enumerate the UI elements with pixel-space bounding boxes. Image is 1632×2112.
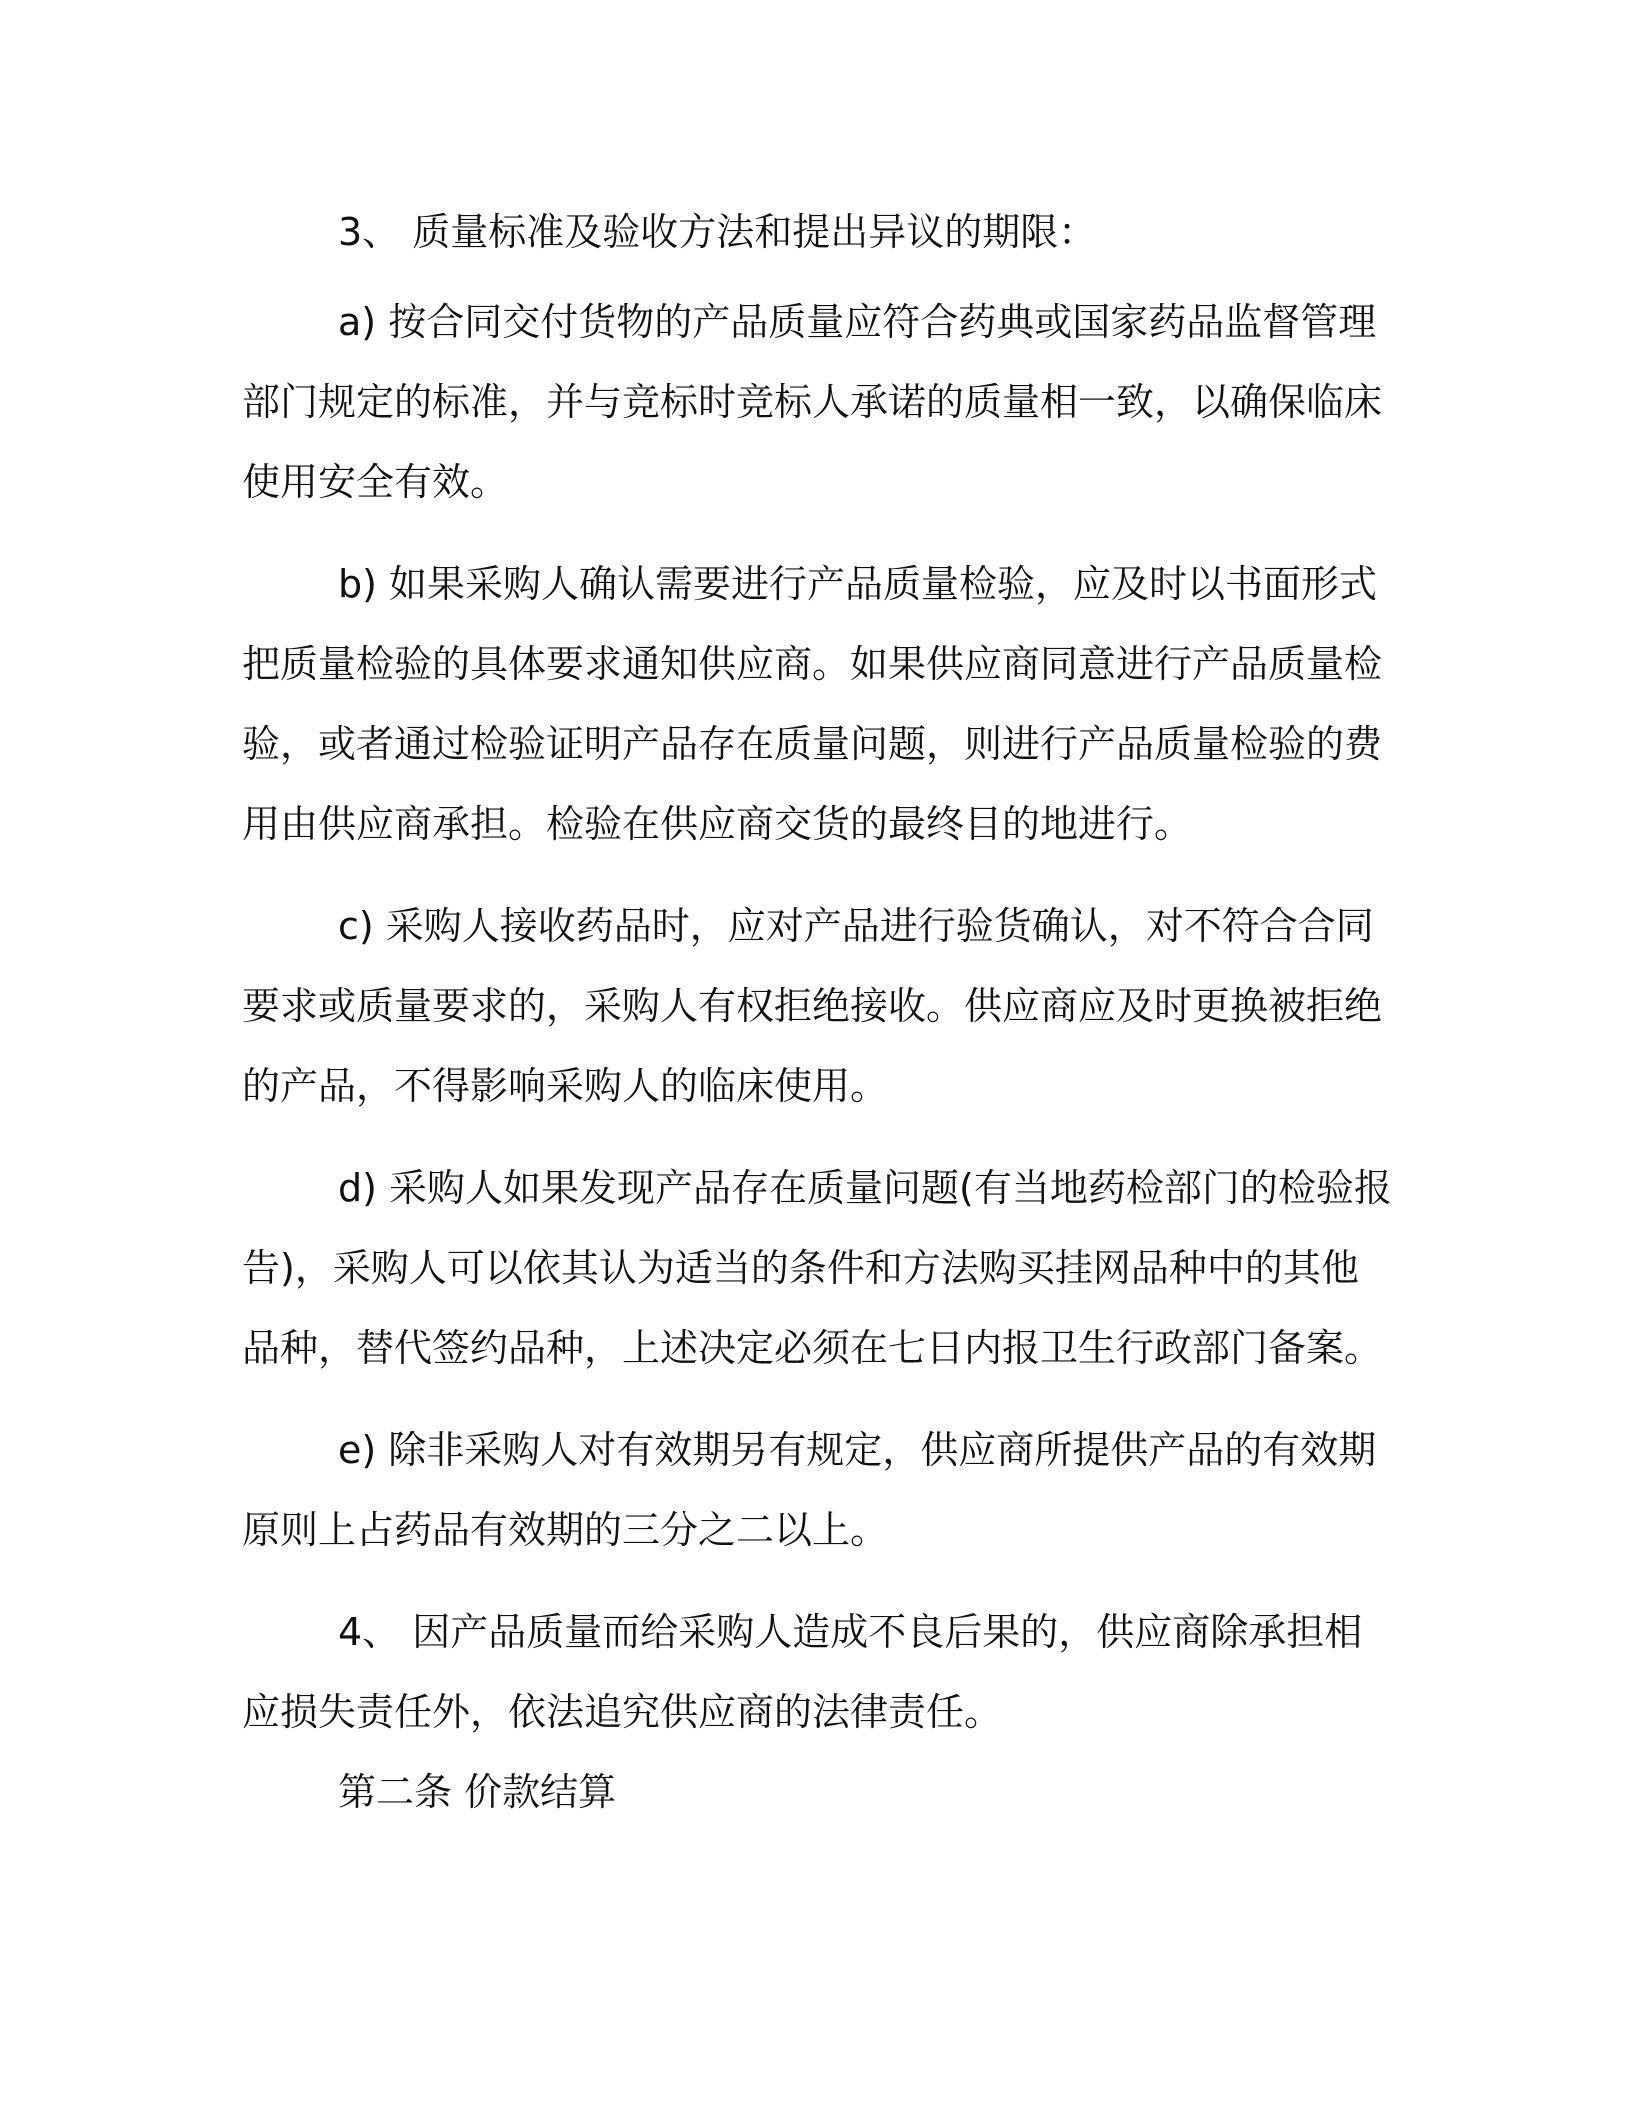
section-heading: 第二条 价款结算	[338, 1770, 617, 1814]
clause-3a: a) 按合同交付货物的产品质量应符合药典或国家药品监督管理部门规定的标准，并与竞标时竞标人承诺的质量相一致，以确保临床使用安全有效。	[242, 300, 1383, 504]
clause-3e: e) 除非采购人对有效期另有规定，供应商所提供产品的有效期原则上占药品有效期的三分之二以上。	[242, 1428, 1377, 1552]
clause-3b: b) 如果采购人确认需要进行产品质量检验，应及时以书面形式把质量检验的具体要求通知供应商。如果供应商同意进行产品质量检验，或者通过检验证明产品存在质量问题，则进行产品质量检验的费用由供应商承担。检验在供应商交货的最终目的地进行。	[242, 562, 1383, 846]
clause-3-heading: 3、 质量标准及验收方法和提出异议的期限：	[338, 210, 1097, 254]
document-body	[242, 192, 1392, 1832]
clause-3c: c) 采购人接收药品时，应对产品进行验货确认，对不符合合同要求或质量要求的，采购人有权拒绝接收。供应商应及时更换被拒绝的产品，不得影响采购人的临床使用。	[242, 904, 1383, 1108]
clause-4: 4、 因产品质量而给采购人造成不良后果的，供应商除承担相应损失责任外，依法追究供应商的法律责任。	[242, 1610, 1363, 1734]
clause-3d: d) 采购人如果发现产品存在质量问题(有当地药检部门的检验报告)，采购人可以依其认为适当的条件和方法购买挂网品种中的其他品种，替代签约品种，上述决定必须在七日内报卫生行政部门备案。	[242, 1166, 1392, 1370]
